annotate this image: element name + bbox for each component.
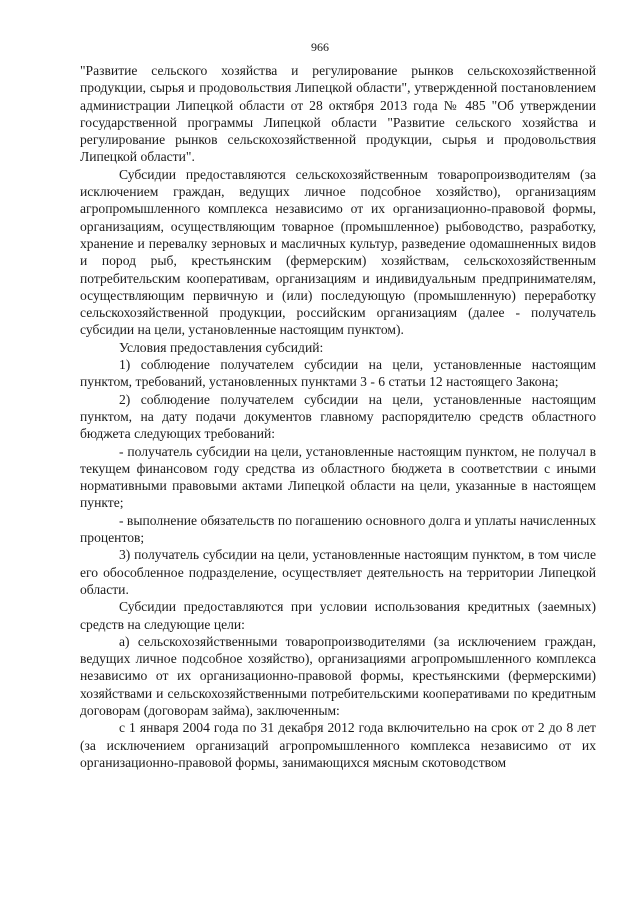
paragraph-conditions-heading: Условия предоставления субсидий: bbox=[119, 339, 324, 355]
page-number: 966 bbox=[311, 40, 329, 54]
paragraph-requirement-no-other-funds: - получатель субсидии на цели, установленные настоящим пунктом, не получал в текущем финансовом году средства из областного бюджета в соответствии с иными нормативными правовыми актами Липецкой области на цели, указанные в настоящем пункте; bbox=[80, 443, 596, 511]
paragraph-purpose-a: а) сельскохозяйственными товаропроизводителями (за исключением граждан, ведущих личное подсобное хозяйство), организациями агропромышленного комплекса независимо от их организационно-правовой формы, крестьянскими (фермерскими) хозяйствами и сельскохозяйственными потребительскими кооперативами по кредитным договорам (договорам займа), заключенным: bbox=[80, 633, 596, 718]
paragraph-requirement-debt-obligations: - выполнение обязательств по погашению основного долга и уплаты начисленных процентов; bbox=[80, 512, 597, 546]
paragraph-subsidy-recipients: Субсидии предоставляются сельскохозяйственным товаропроизводителям (за исключением граждан, ведущих личное подсобное хозяйство), организациям агропромышленного комплекса независимо от их организационно-правовой формы, организациям, осуществляющим товарное (промышленное) рыбоводство, разработку, хранение и перевалку зерновых и масличных культур, разведение одомашненных видов и пород рыб, крестьянским (фермерским) хозяйствам, сельскохозяйственным потребительским кооперативам, организациям и индивидуальным предпринимателям, осуществляющим первичную и (или) последующую (промышленную) переработку сельскохозяйственной продукции, российским организациям (далее - получатель субсидии на цели, установленные настоящим пунктом). bbox=[80, 166, 596, 338]
paragraph-credit-purposes: Субсидии предоставляются при условии использования кредитных (заемных) средств на следующие цели: bbox=[80, 599, 596, 632]
paragraph-period-2004-2012: с 1 января 2004 года по 31 декабря 2012 года включительно на срок от 2 до 8 лет (за исключением организаций агропромышленного комплекса независимо от их организационно-правовой формы, занимающихся мясным скотоводством bbox=[80, 720, 596, 770]
paragraph-condition-3: 3) получатель субсидии на цели, установленные настоящим пунктом, в том числе его обособленное подразделение, осуществляет деятельность на территории Липецкой области. bbox=[80, 547, 596, 597]
paragraph-program-reference: "Развитие сельского хозяйства и регулирование рынков сельскохозяйственной продукции, сырья и продовольствия Липецкой области", утвержденной постановлением администрации Липецкой области от 28 октября 2013 года № 485 "Об утверждении государственной программы Липецкой области "Развитие сельского хозяйства и регулирование рынков сельскохозяйственной продукции, сырья и продовольствия Липецкой области". bbox=[80, 63, 596, 165]
paragraph-condition-2: 2) соблюдение получателем субсидии на цели, установленные настоящим пунктом, на дату подачи документов главному распорядителю средств областного бюджета следующих требований: bbox=[80, 391, 596, 442]
paragraph-condition-1: 1) соблюдение получателем субсидии на цели, установленные настоящим пунктом, требований, установленных пунктами 3 - 6 статьи 12 настоящего Закона; bbox=[80, 357, 596, 390]
document-body bbox=[80, 62, 596, 771]
